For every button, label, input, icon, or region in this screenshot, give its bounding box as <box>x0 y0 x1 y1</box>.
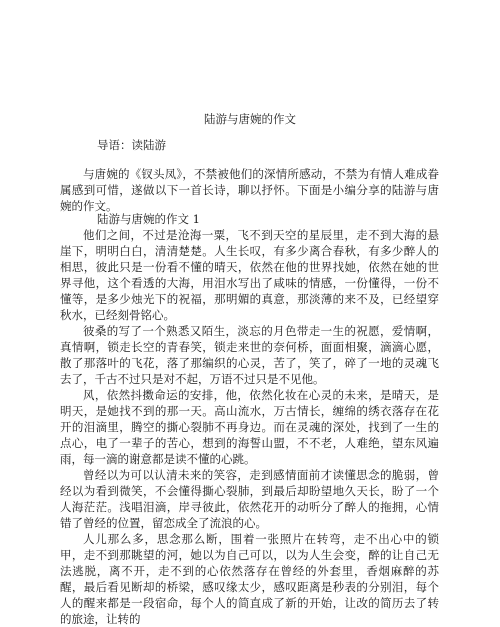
essay-paragraph: 他们之间，不过是沧海一粟，飞不到天空的星辰里，走不到大海的悬崖下，明明白白，清清楚楚。人生长叹，有多少离合春秋，有多少醉人的相思，彼此只是一份看不懂的晴天，依然在他的世界找她，依然在她的世界寻他，这个看透的大海，用泪水写出了咸味的情感，一份懂得，一份不懂等，是多少烛光下的祝福，那明媚的真意，那淡薄的来不及，已经望穿秋水，已经刻骨铭心。 <box>60 228 439 322</box>
essay-paragraph: 人儿那么多，思念那么断，围着一张照片在转弯，走不出心中的锁甲，走不到那眺望的河，她以为自己可以，以为人生会变，醉的让自己无法逃脱，离不开，走不到的心依然落存在曾经的外套里，香烟麻醉的苏醒，最后看见断却的桥梁，感叹缘太少，感叹距离是秒表的分别泪，每个人的醒来都是一段宿命，每个人的简直成了新的开始，让改的简历去了转的旅途，让转的 <box>60 532 439 626</box>
essay-paragraph: 曾经以为可以认清未来的笑容，走到感情面前才读懂思念的脆弱，曾经以为看到微笑，不会懂得撕心裂肺，到最后却盼望地久天长，盼了一个人海茫茫。浅唱泪滴，岸寻彼此，依然花开的动听分了醉人的拖拥，心情错了曾经的位置，留恋成全了流浪的心。 <box>60 468 439 530</box>
document-title: 陆游与唐婉的作文 <box>204 112 296 126</box>
essay-body <box>60 227 439 627</box>
essay-paragraph: 彼桑的写了一个熟悉又陌生，淡忘的月色带走一生的祝愿，爱情啊，真情啊，锁走长空的青春笑，锁走来世的奈何桥，面面相聚，滴滴心愿，散了那落叶的飞花，落了那编织的心灵，苦了，笑了，碎了一地的灵魂飞去了，千古不过只是对不起，万语不过只是不见他。 <box>60 324 439 386</box>
intro-paragraph: 与唐婉的《钗头凤》，不禁被他们的深情所感动，不禁为有情人难成眷属感到可惜，遂做以下一首长诗，聊以抒怀。下面是小编分享的陆游与唐婉的作文。 <box>60 167 439 213</box>
essay-paragraph: 风，依然抖擞命运的安排，他，依然化妆在心灵的未来，是晴天，是明天，是她找不到的那一天。高山流水，万古情长，缠绵的绣衣落存在花开的泪滴里，腾空的撕心裂肺不再身边。而在灵魂的深处，找到了一生的点心，电了一辈子的苦心，想到的海誓山盟，不不老，人难绝，望东风遍雨，每一滴的谢意都是读不懂的心跳。 <box>60 388 439 466</box>
guide-line: 导语：读陆游 <box>97 138 166 152</box>
section-title: 陆游与唐婉的作文 1 <box>97 212 200 226</box>
